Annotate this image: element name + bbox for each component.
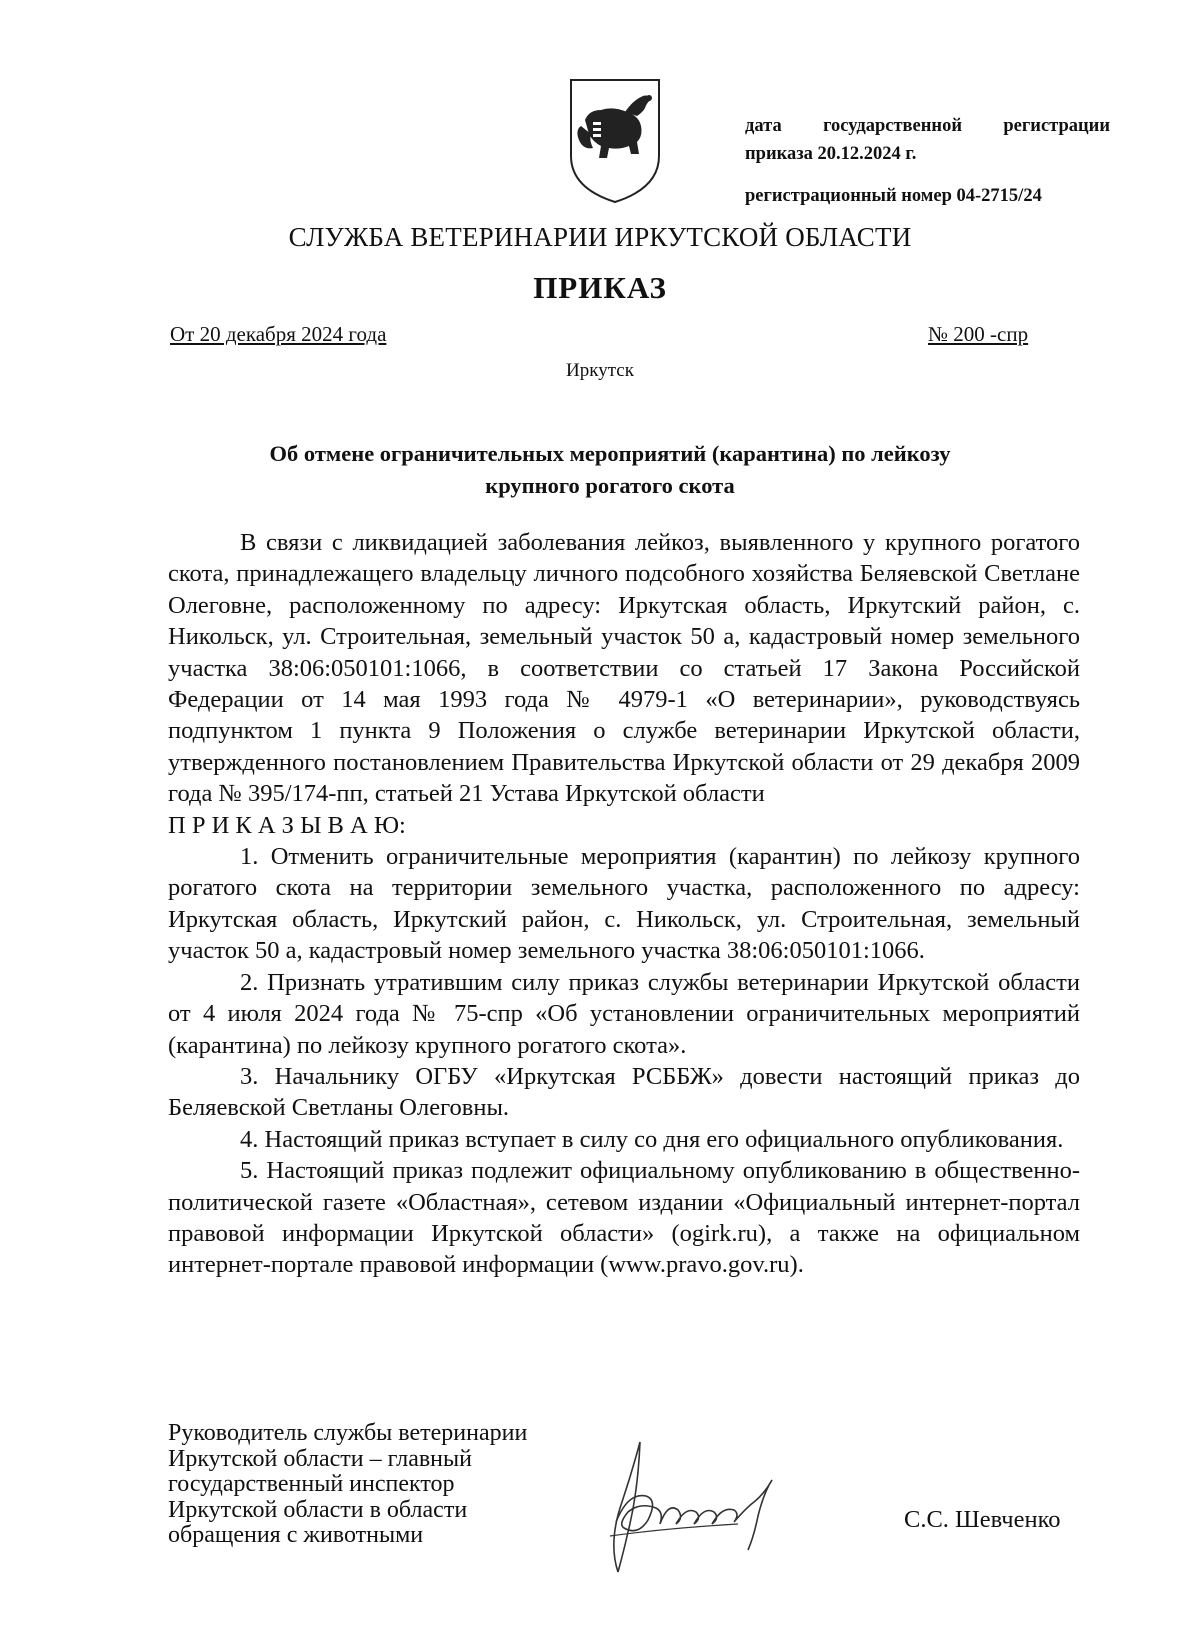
signatory-name: С.С. Шевченко [904, 1506, 1061, 1533]
document-number: № 200 -спр [928, 322, 1029, 346]
signatory-title-line: Иркутской области – главный [168, 1445, 472, 1472]
registration-date-label: дата государственной регистрации [745, 116, 1110, 136]
registration-block [745, 112, 1110, 210]
document-city: Иркутск [566, 360, 634, 381]
order-item: 1. Отменить ограничительные мероприятия (карантин) по лейкозу крупного рогатого скота на территории земельного участка, расположенного по адресу: Иркутская область, Иркутский район, с. Никольск, ул. Строительная, земельный участок 50 а, кадастровый номер земельного участка 38:06:050101:1066. [168, 843, 1080, 965]
order-item: 3. Начальнику ОГБУ «Иркутская РСББЖ» довести настоящий приказ до Беляевской Светланы Олеговны. [168, 1062, 1080, 1122]
subject-line-1: Об отмене ограничительных мероприятий (карантина) по лейкозу [269, 441, 951, 466]
signatory-title-line: обращения с животными [168, 1522, 424, 1548]
order-word: П Р И К А З Ы В А Ю: [168, 811, 406, 839]
order-item: 2. Признать утратившим силу приказ службы ветеринарии Иркутской области от 4 июля 2024 года № 75-спр «Об установлении ограничительных мероприятий (карантина) по лейкозу крупного рогатого скота». [168, 968, 1080, 1059]
subject-line-2: крупного рогатого скота [485, 473, 735, 498]
document-date: От 20 декабря 2024 года [170, 322, 387, 346]
organization-name: СЛУЖБА ВЕТЕРИНАРИИ ИРКУТСКОЙ ОБЛАСТИ [288, 222, 912, 252]
signatory-title-line: Иркутской области в области [168, 1496, 468, 1523]
signatory-title-line: государственный инспектор [168, 1471, 455, 1497]
document-body [168, 527, 1080, 1281]
preamble-paragraph: В связи с ликвидацией заболевания лейкоз, выявленного у крупного рогатого скота, принадлежащего владельцу личного подсобного хозяйства Беляевской Светлане Олеговне, расположенному по адресу: Иркутская область, Иркутский район, с. Никольск, ул. Строительная, земельный участок 50 а, кадастровый номер земельного участка 38:06:050101:1066, в соответствии со статьей 17 Закона Российской Федерации от 14 мая 1993 года № 4979-1 «О ветеринарии», руководствуясь подпунктом 1 пункта 9 Положения о службе ветеринарии Иркутской области, утвержденного постановлением Правительства Иркутской области от 29 декабря 2009 года № 395/174-пп, статьей 21 Устава Иркутской области [168, 529, 1080, 808]
document-subject [170, 438, 1050, 502]
signatory-title-line: Руководитель службы ветеринарии [168, 1420, 528, 1446]
order-item: 4. Настоящий приказ вступает в силу со дня его официального опубликования. [240, 1125, 1064, 1153]
coat-of-arms-emblem [567, 76, 663, 211]
document-title: ПРИКАЗ [533, 270, 667, 305]
registration-number: регистрационный номер 04-2715/24 [745, 186, 1042, 206]
signatory-title [168, 1421, 527, 1549]
handwritten-signature [588, 1432, 798, 1587]
order-item: 5. Настоящий приказ подлежит официальному опубликованию в общественно-политической газете «Областная», сетевом издании «Официальный интернет-портал правовой информации Иркутской области» (ogirk.ru), а также на официальном интернет-портале правовой информации (www.pravo.gov.ru). [168, 1157, 1080, 1279]
registration-date: приказа 20.12.2024 г. [745, 144, 917, 164]
